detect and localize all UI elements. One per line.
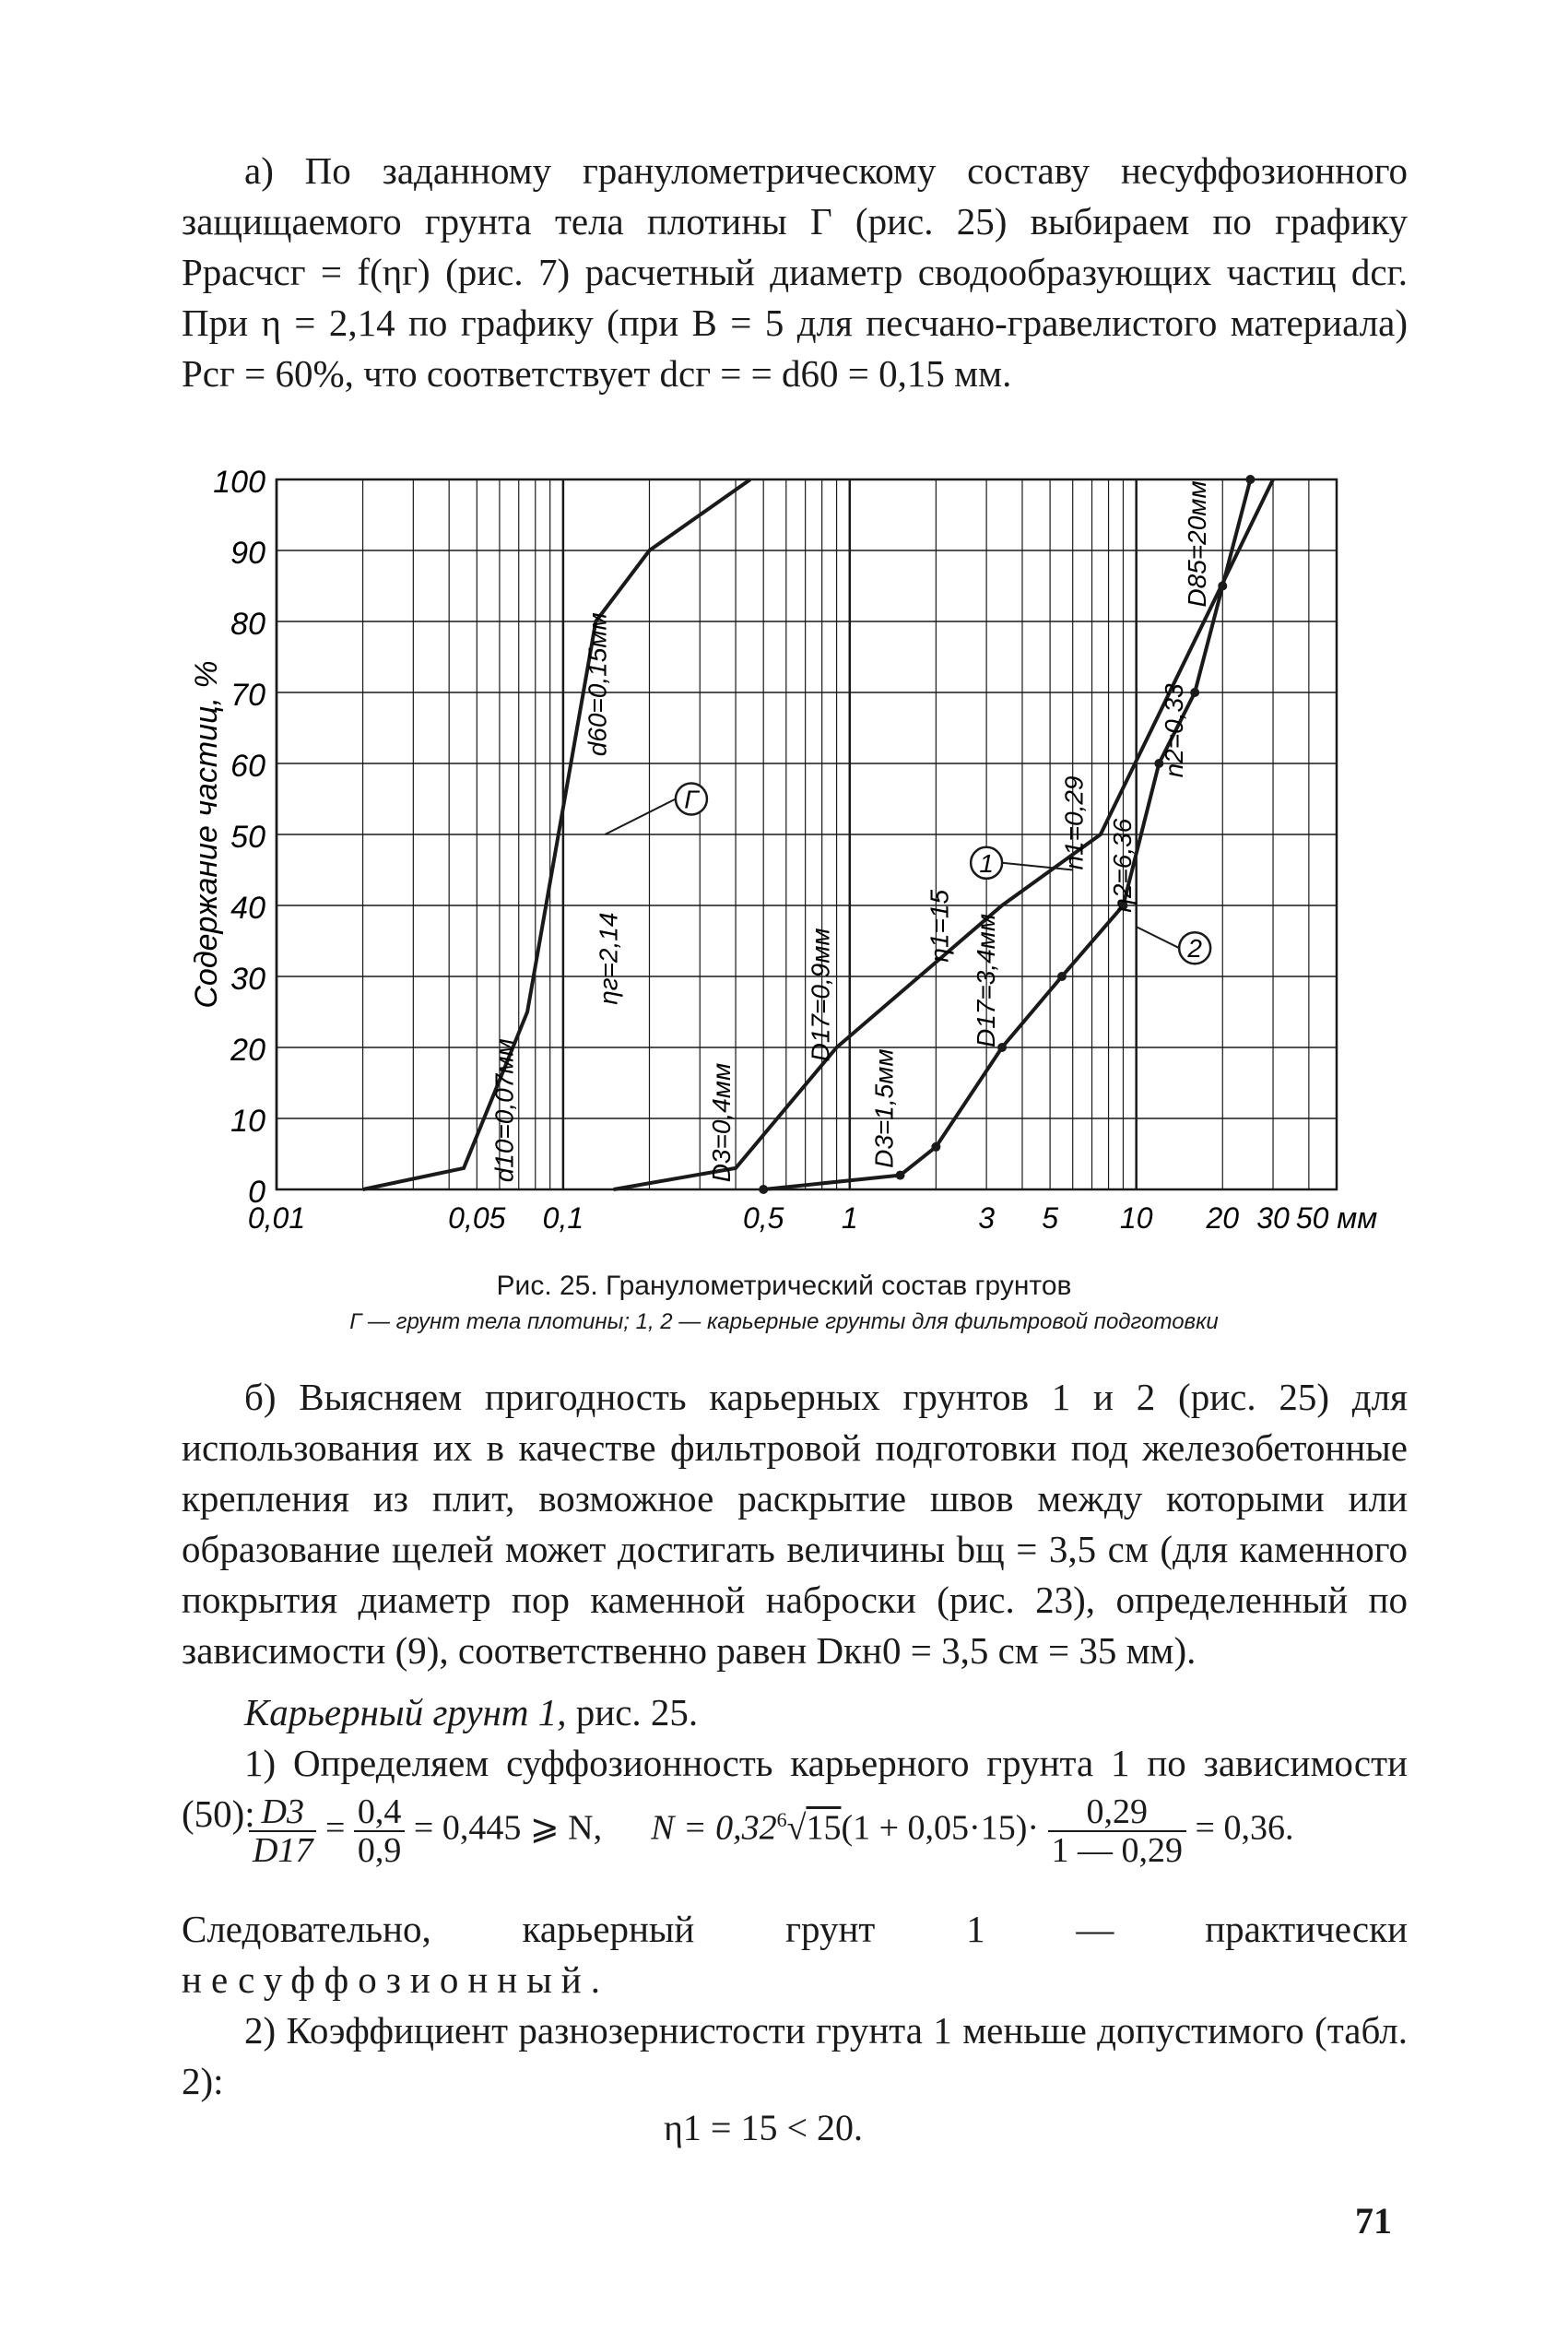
y-tick-label: 60 [230, 749, 265, 784]
value-ratio: $\frac{0,4}{0,9}$ [354, 1793, 406, 1869]
x-tick-label: 0,5 [742, 1201, 784, 1235]
x-tick-label: 10 [1119, 1201, 1153, 1235]
marker-2-leader [1137, 927, 1179, 948]
annotation-d3-soil1: D3=0,4мм [707, 1062, 737, 1183]
series-point-2 [896, 1171, 905, 1180]
suffosion-formula: $\frac{D3}{D17}$ = $\frac{0,4}{0,9}$ = 0,445 ⩾ N, $N = 0,32^6√15(1 + 0,05\cdot 15)\cdot$ $\frac{0,29}{1 — 0,29}$ = 0,36. [249, 1793, 1293, 1869]
series-point-2 [1057, 972, 1067, 981]
y-tick-label: 80 [230, 607, 265, 642]
page-number: 71 [1355, 2200, 1392, 2241]
figure-caption-legend: Г — грунт тела плотины; 1, 2 — карьерные грунты для фильтровой подготовки [349, 1309, 1219, 1334]
paragraph-b: б) Выясняем пригодность карьерных грунтов 1 и 2 (рис. 25) для использования их в качестве фильтровой подготовки под железобетонные крепления из плит, возможное раскрытие швов между которыми или образование щелей может достигать величины bщ = 3,5 см (для каменного покрытия диаметр пор каменной наброски (рис. 23), определенный по зависимости (9), соответственно равен Dкн0 = 3,5 см = 35 мм). [182, 1376, 1408, 1672]
conclusion: Следовательно, карьерный грунт 1 — практически несуффозионный. [182, 1908, 1408, 2001]
series-point-2 [931, 1142, 940, 1152]
n-fraction: $\frac{0,29}{1 — 0,29}$ [1048, 1793, 1187, 1869]
figure-caption-title: Рис. 25. Гранулометрический состав грунтов [496, 1271, 1072, 1301]
marker-2: 2 [1187, 934, 1202, 964]
step2: 2) Коэффициент разнозернистости грунта 1 меньше допустимого (табл. 2): [182, 2009, 1408, 2102]
y-axis-label: Содержание частиц, % [189, 660, 224, 1009]
d-ratio: $\frac{D3}{D17}$ [249, 1793, 316, 1869]
x-tick-label: 30 [1256, 1201, 1290, 1235]
y-tick-label: 70 [230, 678, 265, 713]
step1: 1) Определяем суффозионность карьерного грунта 1 по зависимости (50): [182, 1742, 1408, 1835]
y-tick-label: 10 [230, 1104, 265, 1139]
soil1-ref: рис. 25. [566, 1691, 699, 1733]
x-tick-label: 0,1 [542, 1201, 584, 1235]
paragraph-a: а) По заданному гранулометрическому составу несуффозионного защищаемого грунта тела плотины Г (рис. 25) выбираем по графику Pрасчcг = f(ηг) (рис. 7) расчетный диаметр сводообразующих частиц dсг. При η = 2,14 по графику (при B = 5 для песчано-гравелистого материала) Pсг = 60%, что соответствует dсг = = d60 = 0,15 мм. [182, 149, 1408, 395]
annotation-d85: D85=20мм [1183, 480, 1212, 608]
soil1-line [182, 1687, 1408, 1738]
x-tick-label: 0,01 [247, 1201, 306, 1235]
marker-g: Г [684, 785, 699, 814]
series-point-2 [1190, 688, 1199, 697]
marker-1: 1 [979, 848, 994, 878]
x-tick-label: 5 [1042, 1201, 1059, 1235]
annotation-n1: n1=0,29 [1059, 775, 1089, 870]
y-tick-label: 90 [230, 536, 265, 571]
x-tick-label: 0,05 [448, 1201, 506, 1235]
annotation-n2: n2=0,33 [1159, 683, 1188, 778]
annotation-d3-soil2: D3=1,5мм [869, 1048, 899, 1168]
y-tick-label: 0 [248, 1175, 265, 1210]
annotation-d17-soil1: D17=0,9мм [806, 928, 835, 1062]
x-tick-label: 1 [841, 1201, 858, 1235]
y-tick-label: 40 [230, 891, 265, 926]
x-tick-label: 50 мм [1295, 1201, 1378, 1235]
series-point-2 [1245, 475, 1255, 484]
x-tick-label: 3 [978, 1201, 996, 1235]
y-tick-label: 30 [230, 962, 265, 997]
soil1-heading: Карьерный грунт 1, [244, 1691, 567, 1733]
annotation-d10: d10=0,07мм [489, 1038, 519, 1183]
annotation-eta-g: ηг=2,14 [594, 912, 623, 1005]
eta-formula: η1 = 15 < 20. [664, 2107, 864, 2148]
marker-g-leader [605, 799, 676, 835]
x-tick-label: 20 [1206, 1201, 1240, 1235]
series-point-2 [1218, 582, 1227, 591]
y-tick-label: 50 [230, 820, 265, 855]
y-tick-label: 20 [230, 1033, 265, 1068]
series-point-2 [759, 1185, 768, 1194]
annotation-eta1: η1=15 [925, 889, 954, 963]
annotation-eta2: η2=6,36 [1108, 818, 1138, 913]
y-tick-label: 100 [213, 465, 265, 500]
annotation-d17-soil2: D17=3,4мм [972, 913, 1001, 1047]
annotation-d60: d60=0,15мм [583, 612, 612, 757]
